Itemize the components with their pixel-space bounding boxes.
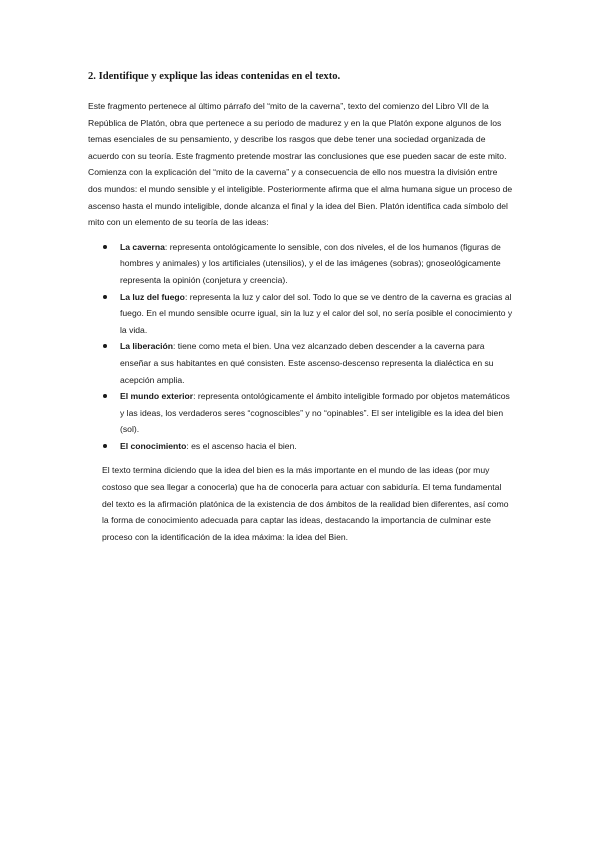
section-heading: 2. Identifique y explique las ideas contenidas en el texto. bbox=[88, 71, 341, 82]
list-item-text: : representa la luz y calor del sol. Todo lo que se ve dentro de la caverna es gracias al fuego. En el mundo sensible ocurre igual, sin la luz y el calor del sol, no sería posible el conocimiento y la vida. bbox=[120, 291, 513, 335]
list-item-conocimiento bbox=[120, 438, 513, 455]
list-item-luz bbox=[120, 289, 513, 339]
list-item-caverna bbox=[120, 239, 513, 289]
intro-paragraph: Este fragmento pertenece al último párrafo del “mito de la caverna”, texto del comienzo del Libro VII de la República de Platón, obra que pertenece a su periodo de madurez y en la que Platón expone algunos de los temas esenciales de su pensamiento, y describe los rasgos que debe tener una sociedad organizada de acuerdo con su teoría. Este fragmento pretende mostrar las conclusiones que ese pueden sacar de este mito. Comienza con la explicación del “mito de la caverna” y a consecuencia de ello nos muestra la división entre dos mundos: el mundo sensible y el inteligible. Posteriormente afirma que el alma humana sigue un proceso de ascenso hasta el mundo inteligible, donde alcanza el final y la idea del Bien. Platón identifica cada símbolo del mito con un elemento de su teoría de las ideas: bbox=[88, 101, 513, 228]
list-item-mundo-exterior bbox=[120, 388, 513, 438]
bullet-icon bbox=[103, 245, 107, 249]
list-item-term: La luz del fuego bbox=[120, 291, 185, 302]
symbol-list bbox=[88, 239, 513, 455]
list-item-term: La caverna bbox=[120, 241, 165, 252]
bullet-icon bbox=[103, 394, 107, 398]
list-item-text: : tiene como meta el bien. Una vez alcanzado deben descender a la caverna para enseñar a sus habitantes en qué consisten. Este ascenso-descenso representa la dialéctica en su acepción amplia. bbox=[120, 341, 494, 385]
list-item-text: : representa ontológicamente lo sensible, con dos niveles, el de los humanos (figuras de hombres y animales) y los artificiales (utensilios), y el de las imágenes (sobras); gnoseológicamente representa la opinión (conjetura y creencia). bbox=[120, 241, 501, 285]
bullet-icon bbox=[103, 344, 107, 348]
list-item-text: : representa ontológicamente el ámbito inteligible formado por objetos matemáticos y las ideas, los verdaderos seres “cognoscibles” y no “opinables”. El ser inteligible es la idea del bien (sol). bbox=[120, 391, 510, 435]
list-item-term: El conocimiento bbox=[120, 440, 187, 451]
list-item-text: : es el ascenso hacia el bien. bbox=[186, 440, 297, 451]
list-item-term: El mundo exterior bbox=[120, 391, 194, 402]
list-item-term: La liberación bbox=[120, 341, 174, 352]
closing-paragraph: El texto termina diciendo que la idea del bien es la más importante en el mundo de las ideas (por muy costoso que sea llegar a conocerla) que ha de conocerla para actuar con sabiduría. El tema fundamental del texto es la afirmación platónica de la existencia de dos ámbitos de la realidad bien diferentes, así como la forma de conocimiento adecuada para captar las ideas, destacando la importancia de culminar este proceso con la identificación de la idea máxima: la idea del Bien. bbox=[102, 465, 509, 542]
bullet-icon bbox=[103, 444, 107, 448]
bullet-icon bbox=[103, 295, 107, 299]
list-item-liberacion bbox=[120, 338, 513, 388]
